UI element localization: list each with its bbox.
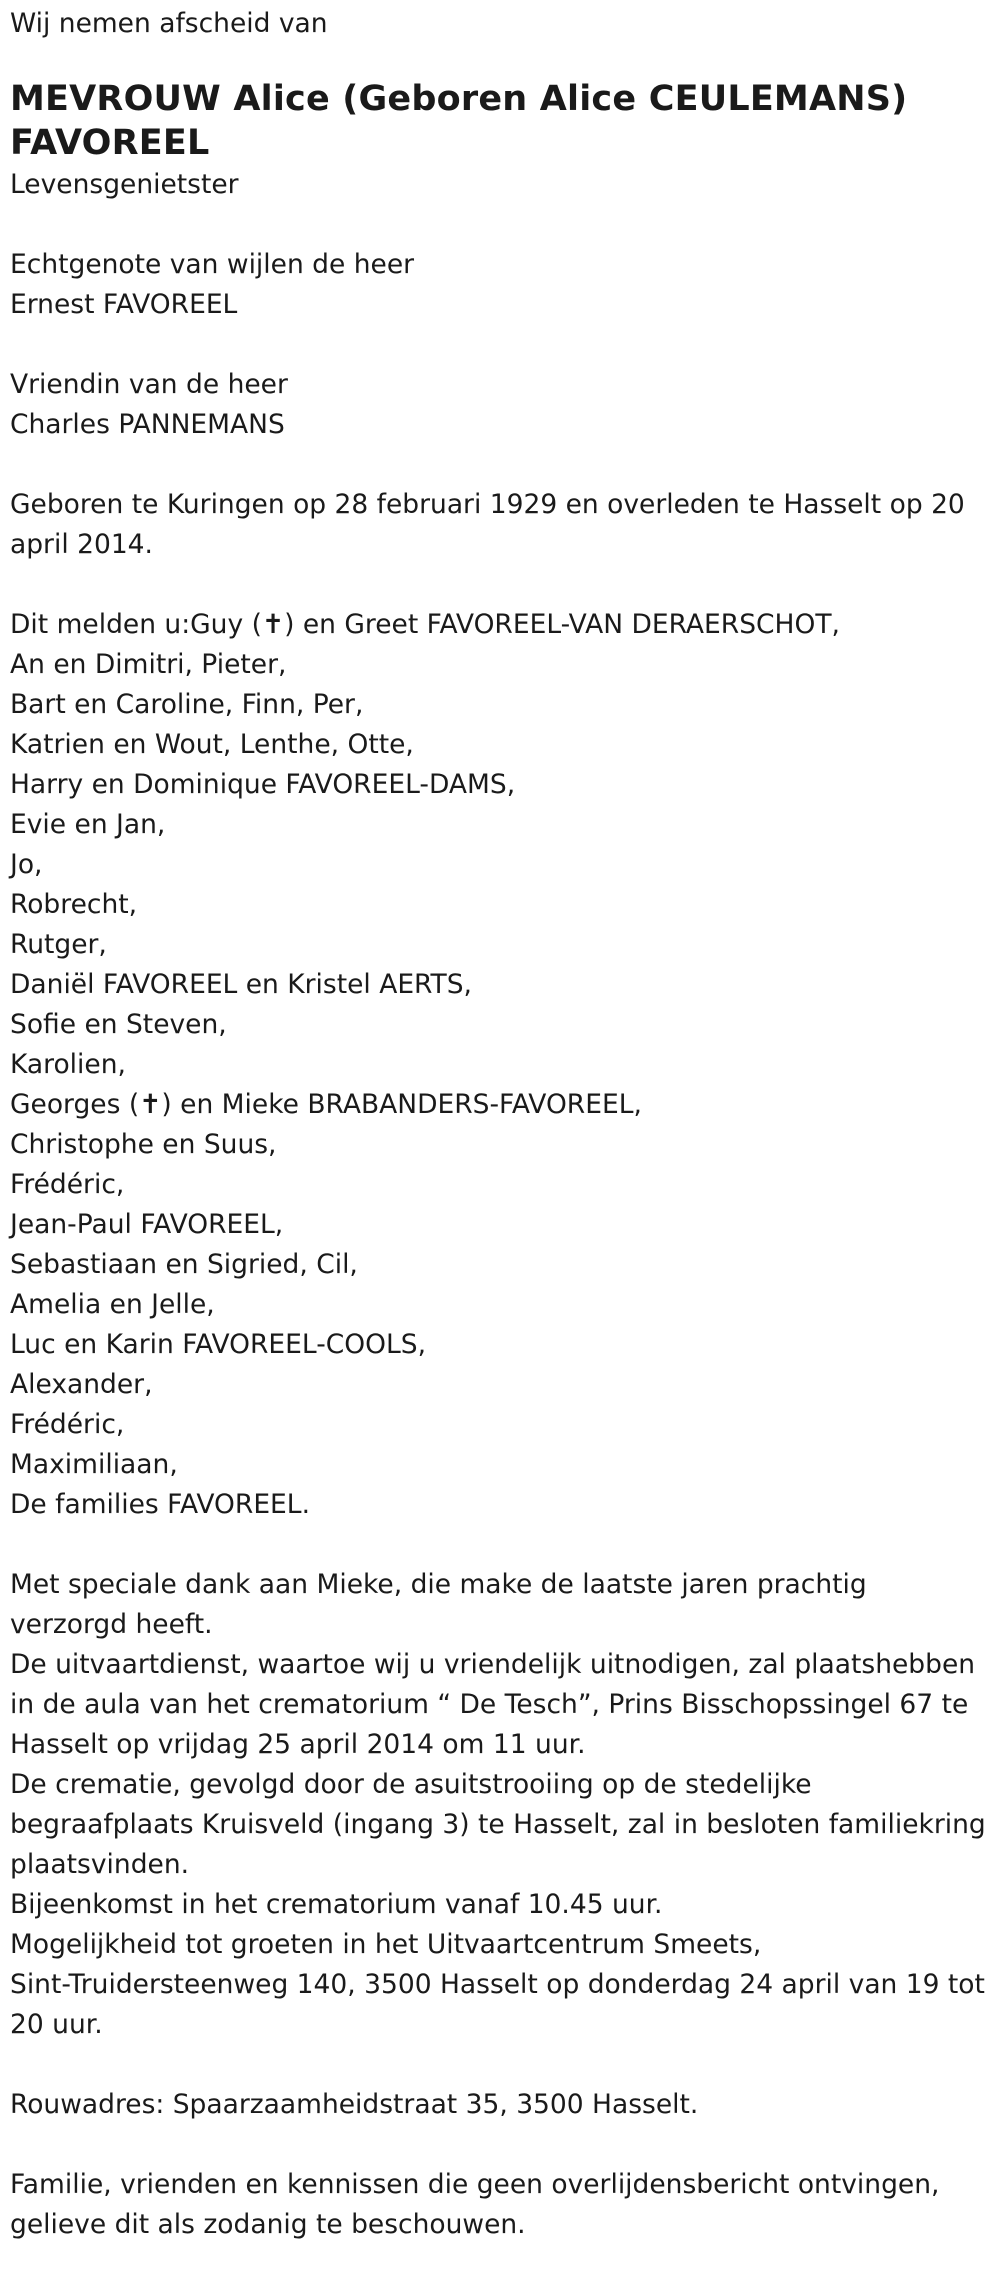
family-line: Amelia en Jelle,	[10, 1289, 215, 1320]
family-line: Daniël FAVOREEL en Kristel AERTS,	[10, 969, 472, 1000]
family-line: Katrien en Wout, Lenthe, Otte,	[10, 729, 414, 760]
deceased-name-line-1: MEVROUW Alice (Geboren Alice CEULEMANS)	[10, 79, 908, 119]
family-line: Evie en Jan,	[10, 809, 166, 840]
closing-paragraph	[10, 2165, 1000, 2245]
mourning-address: Rouwadres: Spaarzaamheidstraat 35, 3500 Hasselt.	[10, 2089, 699, 2120]
spacer	[10, 325, 1000, 365]
family-line: Dit melden u:Guy (✝) en Greet FAVOREEL-VAN DERAERSCHOT,	[10, 609, 840, 640]
birth-death-line: april 2014.	[10, 529, 153, 560]
family-line: Jean-Paul FAVOREEL,	[10, 1209, 284, 1240]
spacer	[10, 205, 1000, 245]
family-line: Harry en Dominique FAVOREEL-DAMS,	[10, 769, 516, 800]
family-line: Karolien,	[10, 1049, 126, 1080]
details-line: in de aula van het crematorium “ De Tesch”, Prins Bisschopssingel 67 te	[10, 1689, 969, 1720]
closing-line: Familie, vrienden en kennissen die geen overlijdensbericht ontvingen,	[10, 2169, 940, 2200]
family-line: An en Dimitri, Pieter,	[10, 649, 287, 680]
details-line: Met speciale dank aan Mieke, die make de laatste jaren prachtig	[10, 1569, 867, 1600]
details-line: Mogelijkheid tot groeten in het Uitvaartcentrum Smeets,	[10, 1929, 762, 1960]
spacer	[10, 2125, 1000, 2165]
family-list	[10, 605, 1000, 1525]
family-line: Bart en Caroline, Finn, Per,	[10, 689, 364, 720]
details-line: plaatsvinden.	[10, 1849, 190, 1880]
family-line: Maximiliaan,	[10, 1449, 178, 1480]
family-line: Luc en Karin FAVOREEL-COOLS,	[10, 1329, 426, 1360]
spacer	[10, 2045, 1000, 2085]
ceremony-details	[10, 1565, 1000, 2045]
family-line: Alexander,	[10, 1369, 153, 1400]
details-line: Sint-Truidersteenweg 140, 3500 Hasselt op donderdag 24 april van 19 tot	[10, 1969, 985, 2000]
intro-text: Wij nemen afscheid van	[10, 8, 328, 39]
details-line: 20 uur.	[10, 2009, 103, 2040]
death-notice	[0, 4, 1000, 2282]
family-line: Frédéric,	[10, 1169, 125, 1200]
family-line: Rutger,	[10, 929, 107, 960]
spacer	[10, 1525, 1000, 1565]
family-line: De families FAVOREEL.	[10, 1489, 310, 1520]
details-line: De uitvaartdienst, waartoe wij u vriendelijk uitnodigen, zal plaatshebben	[10, 1649, 976, 1680]
friend-intro: Vriendin van de heer	[10, 369, 288, 400]
friend-name: Charles PANNEMANS	[10, 409, 285, 440]
spacer	[10, 445, 1000, 485]
spouse-intro: Echtgenote van wijlen de heer	[10, 249, 415, 280]
birth-death-paragraph	[10, 485, 1000, 565]
family-line: Sebastiaan en Sigried, Cil,	[10, 1249, 358, 1280]
details-line: begraafplaats Kruisveld (ingang 3) te Hasselt, zal in besloten familiekring	[10, 1809, 986, 1840]
family-line: Jo,	[10, 849, 43, 880]
deceased-name-line-2: FAVOREEL	[10, 123, 210, 163]
epithet: Levensgenietster	[10, 169, 239, 200]
spouse-name: Ernest FAVOREEL	[10, 289, 238, 320]
details-line: Hasselt op vrijdag 25 april 2014 om 11 uur.	[10, 1729, 586, 1760]
family-line: Christophe en Suus,	[10, 1129, 277, 1160]
details-line: De crematie, gevolgd door de asuitstrooiing op de stedelijke	[10, 1769, 812, 1800]
details-line: verzorgd heeft.	[10, 1609, 213, 1640]
family-line: Frédéric,	[10, 1409, 125, 1440]
closing-line: gelieve dit als zodanig te beschouwen.	[10, 2209, 526, 2240]
birth-death-line: Geboren te Kuringen op 28 februari 1929 en overleden te Hasselt op 20	[10, 489, 965, 520]
spacer	[10, 565, 1000, 605]
family-line: Robrecht,	[10, 889, 138, 920]
details-line: Bijeenkomst in het crematorium vanaf 10.45 uur.	[10, 1889, 663, 1920]
family-line: Georges (✝) en Mieke BRABANDERS-FAVOREEL,	[10, 1089, 642, 1120]
family-line: Sofie en Steven,	[10, 1009, 227, 1040]
